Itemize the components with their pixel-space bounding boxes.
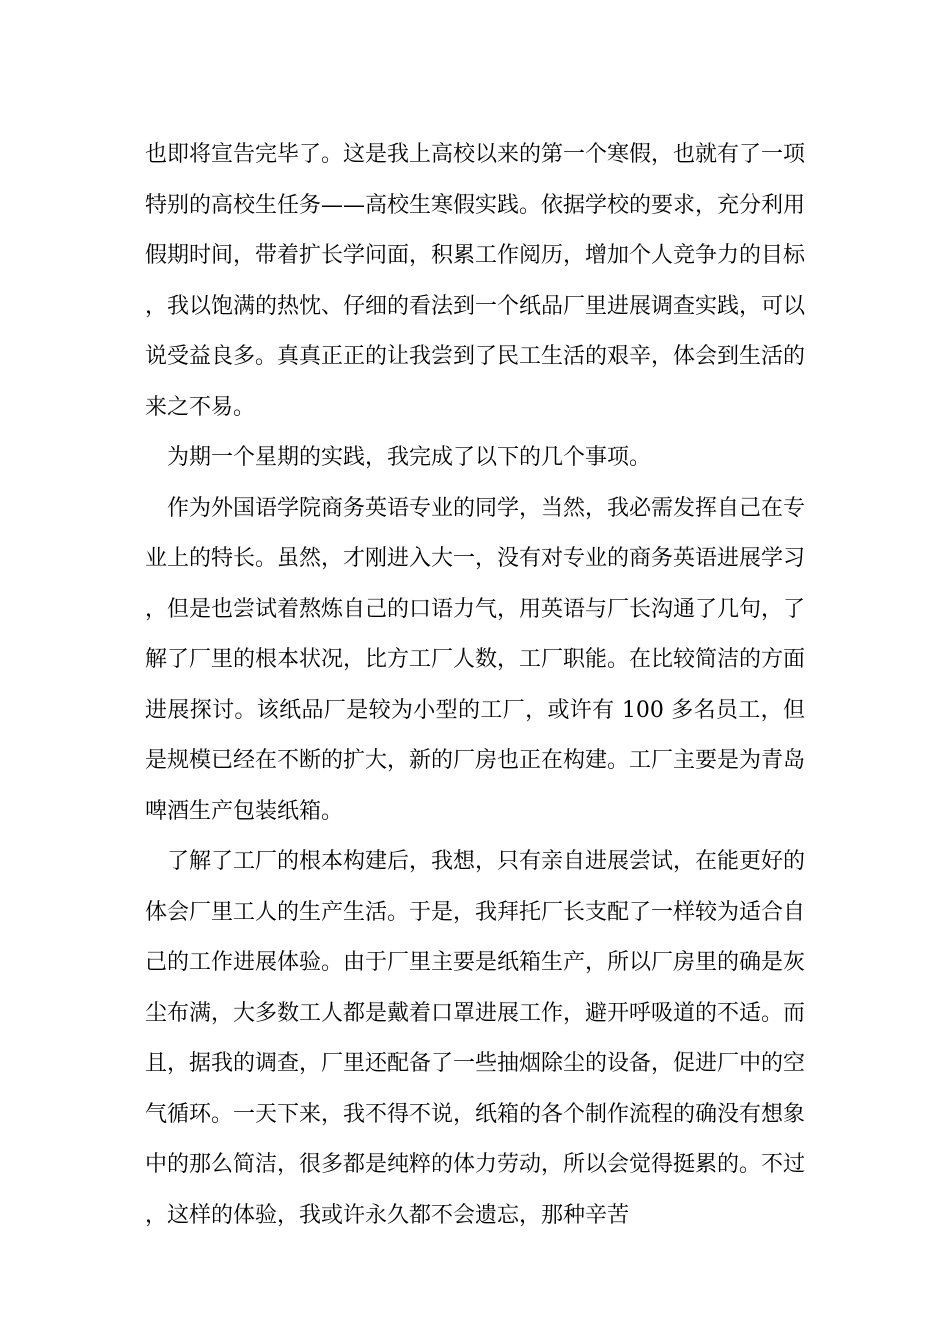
paragraph-2: 为期一个星期的实践，我完成了以下的几个事项。: [167, 445, 652, 470]
paragraph-4: 了解了工厂的根本构建后，我想，只有亲自进展尝试，在能更好的体会厂里工人的生产生活。于是，我拜托厂长支配了一样较为适合自己的工作进展体验。由于厂里主要是纸箱生产，所以厂房里的确是灰尘布满，大多数工人都是戴着口罩进展工作，避开呼吸道的不适。而且，据我的调查，厂里还配备了一些抽烟除尘的设备，促进厂中的空气循环。一天下来，我不得不说，纸箱的各个制作流程的确没有想象中的那么简洁，很多都是纯粹的体力劳动，所以会觉得挺累的。不过，这样的体验，我或许永久都不会遗忘，那种辛苦: [145, 849, 806, 1228]
document-body: [145, 130, 805, 1241]
paragraph-3: 作为外国语学院商务英语专业的同学，当然，我必需发挥自己在专业上的特长。虽然，才刚进入大一，没有对专业的商务英语进展学习，但是也尝试着熬炼自己的口语力气，用英语与厂长沟通了几句，了解了厂里的根本状况，比方工厂人数，工厂职能。在比较简洁的方面进展探讨。该纸品厂是较为小型的工厂，或许有 100 多名员工，但是规模已经在不断的扩大，新的厂房也正在构建。工厂主要是为青岛啤酒生产包装纸箱。: [145, 495, 806, 824]
paragraph-1: 也即将宣告完毕了。这是我上高校以来的第一个寒假，也就有了一项特别的高校生任务——高校生寒假实践。依据学校的要求，充分利用假期时间，带着扩长学问面，积累工作阅历，增加个人竞争力的目标，我以饱满的热忱、仔细的看法到一个纸品厂里进展调查实践，可以说受益良多。真真正正的让我尝到了民工生活的艰辛，体会到生活的来之不易。: [145, 142, 806, 420]
